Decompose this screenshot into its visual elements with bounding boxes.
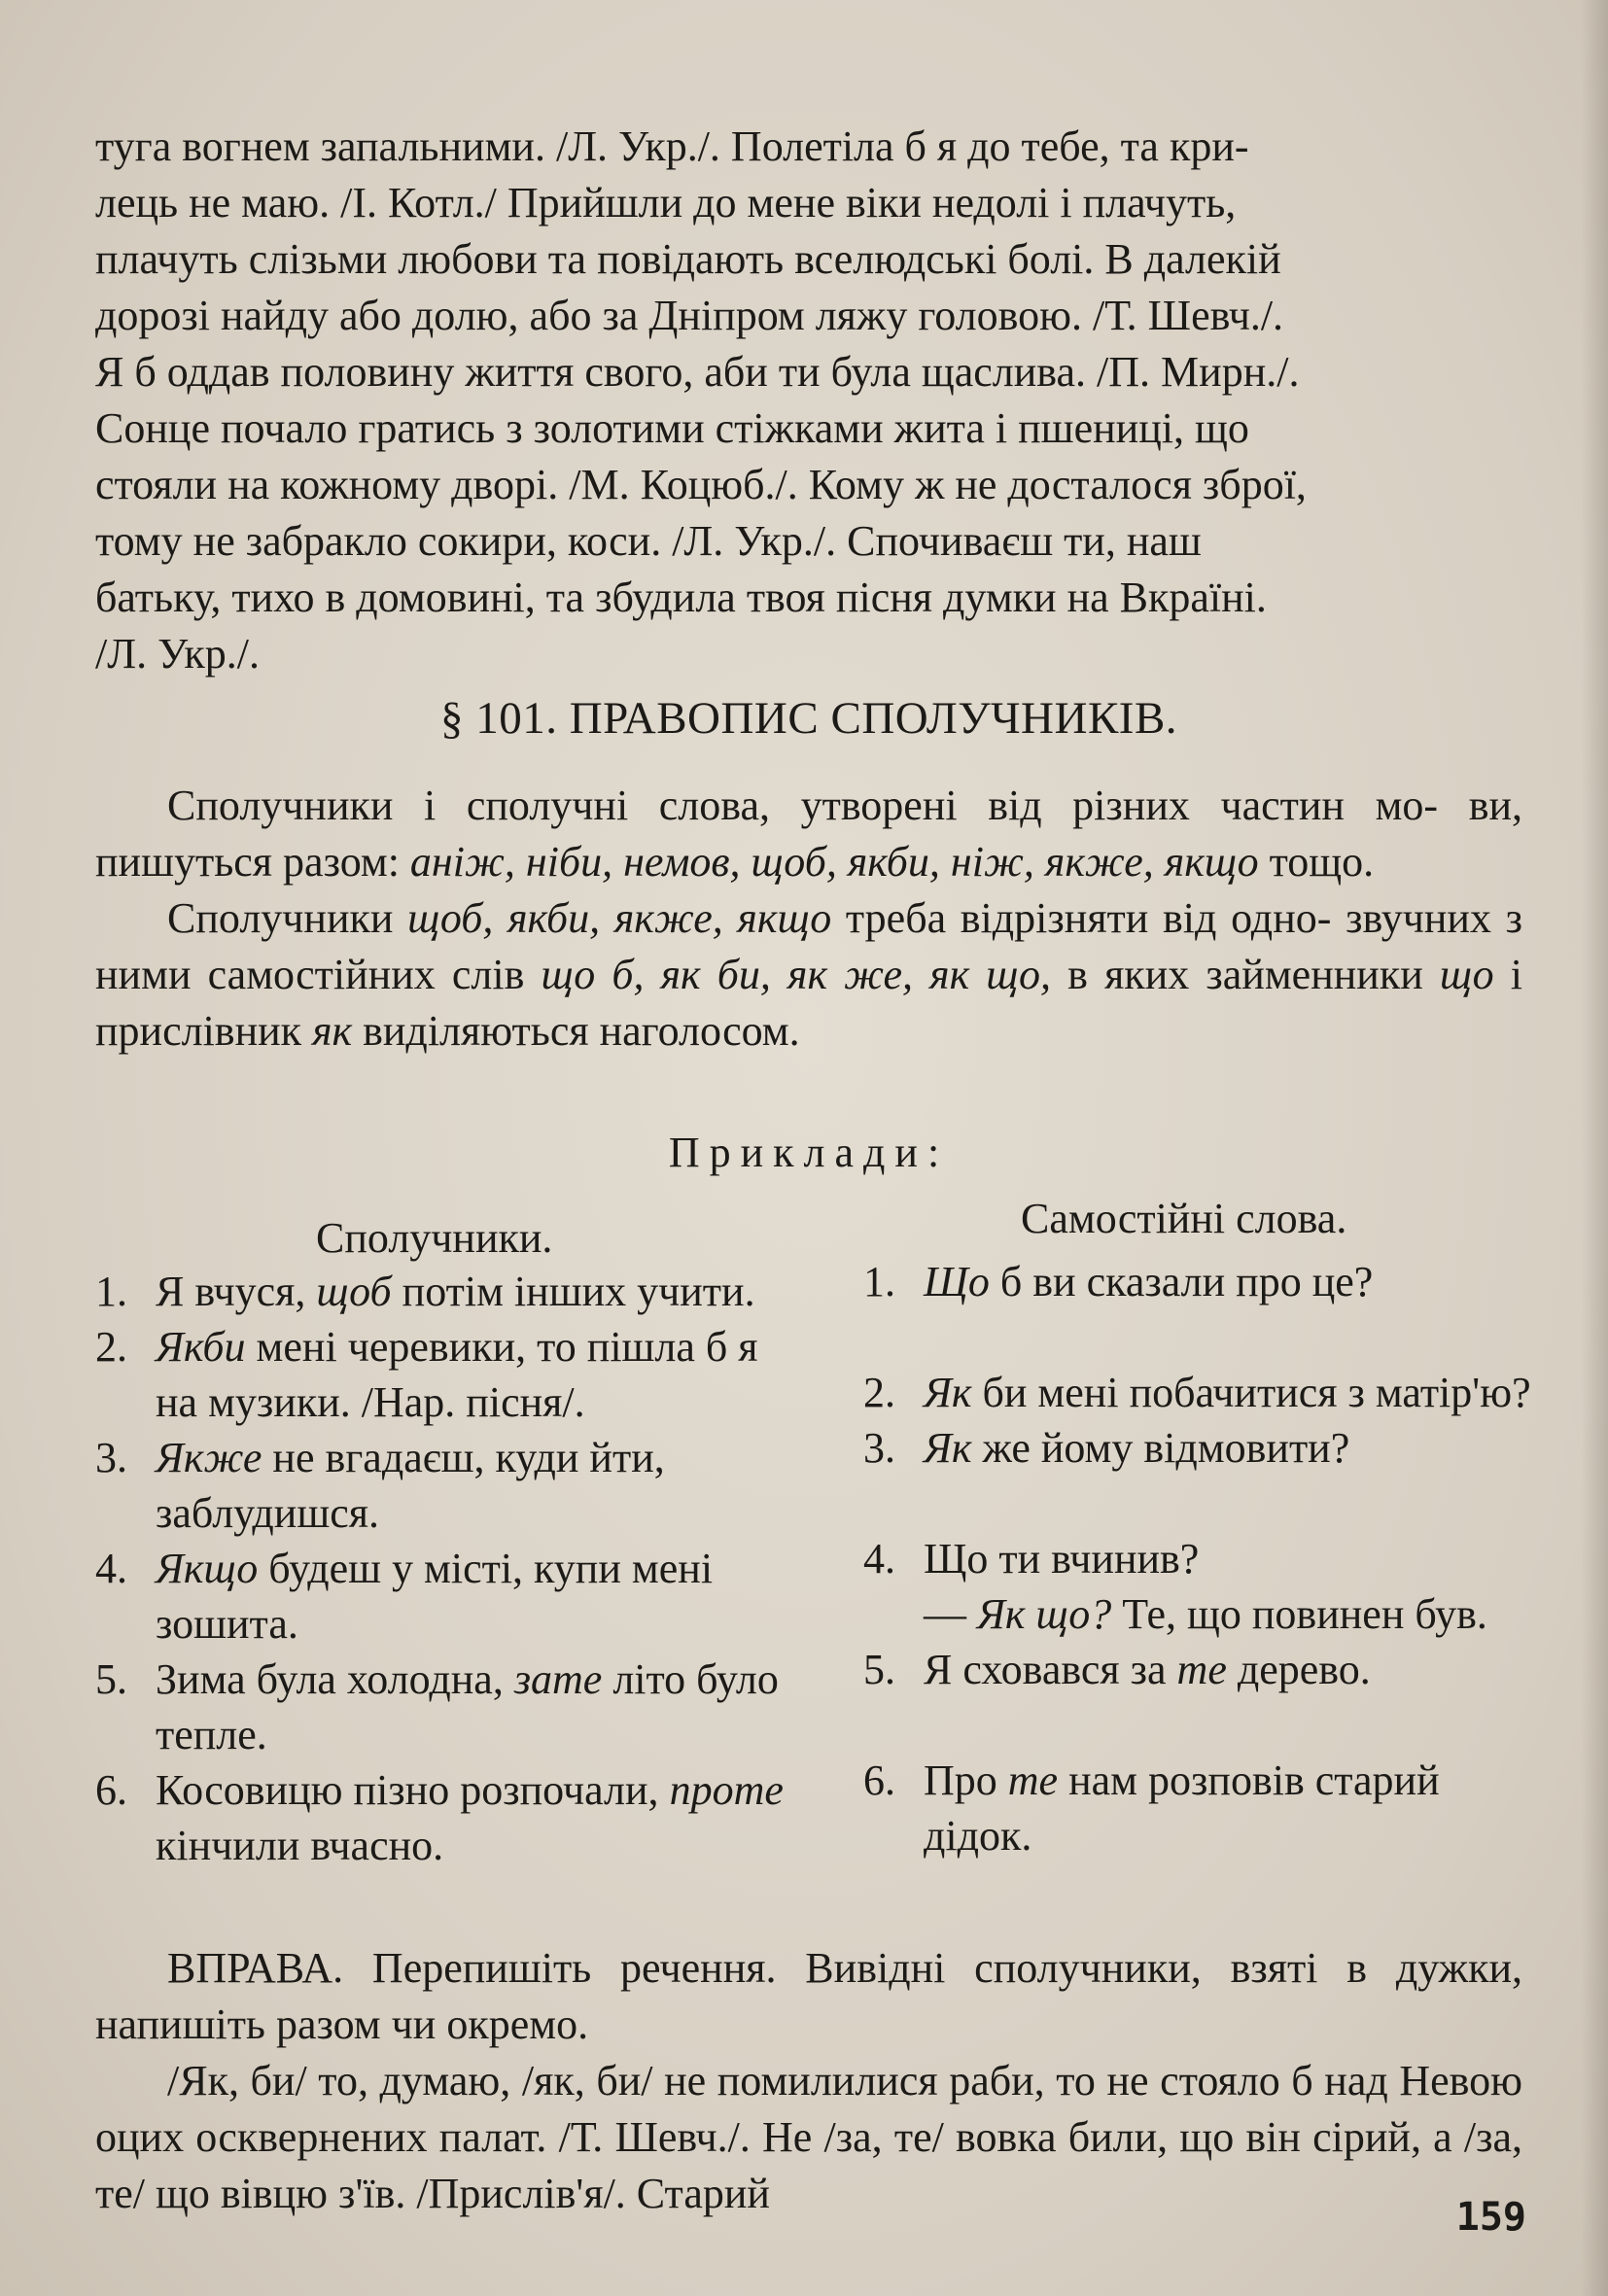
left-column-heading: Сполучники. [316, 1214, 553, 1262]
top-paragraph [95, 119, 1522, 682]
rule-examples: аніж, нібu, немов, щоб, якби, ніж, якже, [409, 838, 1154, 886]
item-text: літо було тепле. [156, 1655, 779, 1758]
item-number: 2. [863, 1369, 895, 1416]
item-text: би мені побачитися з матір'ю? [971, 1369, 1531, 1416]
list-item [863, 1753, 1534, 1863]
rule-paragraph-2 [95, 890, 1522, 1060]
list-item [863, 1420, 1534, 1476]
text-line: лець не маю. /І. Котл./ Прийшли до мене віки недолі і плачуть, [95, 179, 1237, 226]
list-item [863, 1531, 1534, 1642]
item-text: Що ти вчинив? [924, 1535, 1200, 1583]
rule-text: і прислівник [95, 951, 1522, 1055]
item-text: мені черевики, то пішла б я на музики. /Нар. пісня/. [156, 1323, 758, 1426]
item-emphasis: те [1007, 1757, 1059, 1804]
item-emphasis: зате [513, 1655, 603, 1703]
list-item [95, 1319, 805, 1430]
conjunction-examples-list [95, 1264, 805, 1873]
rule-examples: якщо [1164, 838, 1259, 886]
item-emphasis: Як [924, 1369, 972, 1416]
examples-title: Приклади: [668, 1129, 950, 1176]
list-item [863, 1254, 1534, 1309]
rule-text: треба відрізняти від одно- [831, 894, 1332, 942]
item-number: 2. [95, 1323, 127, 1371]
rule-text: Сполучники і сполучні слова, утворені від різних частин мо- [167, 782, 1439, 829]
item-text: нам розповів старий дідок. [924, 1757, 1440, 1860]
section-body [95, 778, 1522, 1060]
item-text: Про [924, 1757, 1008, 1804]
list-item [95, 1541, 805, 1652]
list-item [863, 1642, 1534, 1697]
text-line: тому не забракло сокири, коси. /Л. Укр./. Спочиваєш ти, наш [95, 517, 1202, 565]
item-number: 3. [95, 1434, 127, 1481]
rule-text: Сполучники [167, 894, 408, 942]
rule-text: в яких [1051, 951, 1190, 998]
exercise-text: /Як, би/ то, думаю, /як, би/ не помилилися раби, то не стояло б над Невою оцих осквернених палат. /Т. Шевч./. Не /за, те/ вовка били, що він сірий, а /за, те/ що вівцю з'їв. /Прислів'я/. Старий [95, 2057, 1522, 2217]
item-emphasis: Як що? [977, 1590, 1112, 1638]
rule-examples: щоб, якби, якже, якщо [407, 894, 832, 942]
list-item [95, 1264, 805, 1319]
exercise-label: ВПРАВА. [167, 1944, 344, 1992]
item-number: 6. [95, 1766, 127, 1814]
item-emphasis: Що [924, 1258, 990, 1305]
rule-text: тощо. [1258, 838, 1375, 886]
text-line: Сонце почало гратись з золотими стіжками жита і пшениці, що [95, 404, 1249, 452]
item-text: же йому відмовити? [971, 1424, 1350, 1472]
item-text: б ви сказали про це? [989, 1258, 1374, 1305]
item-number: 6. [863, 1757, 895, 1804]
right-column-heading: Самостійні слова. [1021, 1195, 1347, 1242]
text-line: батьку, тихо в домовині, та збудила твоя пісня думки на Вкраїні. [95, 574, 1267, 621]
item-text: Те, що повинен був. [1111, 1590, 1487, 1638]
item-emphasis: те [1176, 1646, 1227, 1693]
item-text: Зима була холодна, [156, 1655, 514, 1703]
rule-text: займенники [1206, 951, 1440, 998]
section-heading: § 101. ПРАВОПИС СПОЛУЧНИКІВ. [439, 693, 1178, 744]
exercise-instructions [95, 1940, 1522, 2053]
page-number: 159 [1455, 2195, 1526, 2240]
item-text: не вгадаєш, куди йти, заблудишся. [156, 1434, 665, 1537]
rule-text: звучних з ними самостійних слів [95, 894, 1523, 998]
item-text: потім інших учити. [391, 1268, 755, 1315]
item-number: 3. [863, 1424, 895, 1472]
page-fold-shadow [1581, 0, 1608, 2296]
text-line: стояли на кожному дворі. /М. Коцюб./. Кому ж не досталося зброї, [95, 461, 1307, 508]
item-number: 4. [863, 1535, 895, 1583]
item-emphasis: Якби [156, 1323, 246, 1371]
list-item [863, 1365, 1534, 1420]
item-emphasis: проте [669, 1766, 784, 1814]
item-number: 4. [95, 1545, 127, 1592]
item-text: Косовицю пізно розпочали, [156, 1766, 670, 1814]
rule-paragraph-1 [95, 778, 1522, 890]
item-emphasis: Якщо [156, 1545, 259, 1592]
item-text: дерево. [1226, 1646, 1371, 1693]
item-emphasis: Якже [156, 1434, 262, 1481]
item-text: будеш у місті, купи мені зошита. [156, 1545, 714, 1648]
item-text: кінчили вчасно. [156, 1822, 444, 1869]
item-number: 5. [863, 1646, 895, 1693]
rule-text: виділяються наголосом. [352, 1007, 800, 1055]
item-number: 1. [863, 1258, 895, 1305]
rule-examples: як [312, 1007, 353, 1055]
rule-examples: що б, як би, як же, як що, [541, 951, 1052, 998]
independent-words-list [863, 1254, 1534, 1863]
item-text: Я сховався за [924, 1646, 1177, 1693]
text-line: плачуть слізьми любови та повідають вселюдські болі. В далекій [95, 235, 1281, 283]
text-line: дорозі найду або долю, або за Дніпром ляжу головою. /Т. Шевч./. [95, 292, 1284, 339]
list-item [95, 1652, 805, 1762]
item-number: 5. [95, 1655, 127, 1703]
exercise-block [95, 1940, 1522, 2222]
item-number: 1. [95, 1268, 127, 1315]
text-line: /Л. Укр./. [95, 630, 260, 678]
exercise-intro: Перепишіть речення. Вивідні сполучники, взяті в дужки, напишіть разом чи окремо. [95, 1944, 1522, 2048]
rule-text: ви, пишуться разом: [95, 782, 1523, 886]
item-emphasis: Як [924, 1424, 972, 1472]
item-text: Я вчуся, [156, 1268, 317, 1315]
item-emphasis: щоб [316, 1268, 392, 1315]
rule-examples: що [1439, 951, 1494, 998]
text-line: Я б оддав половину життя свого, аби ти була щаслива. /П. Мирн./. [95, 348, 1300, 396]
item-text: — [924, 1590, 977, 1638]
list-item [95, 1430, 805, 1541]
list-item [95, 1762, 805, 1873]
text-line: туга вогнем запальними. /Л. Укр./. Полетіла б я до тебе, та кри- [95, 122, 1249, 170]
